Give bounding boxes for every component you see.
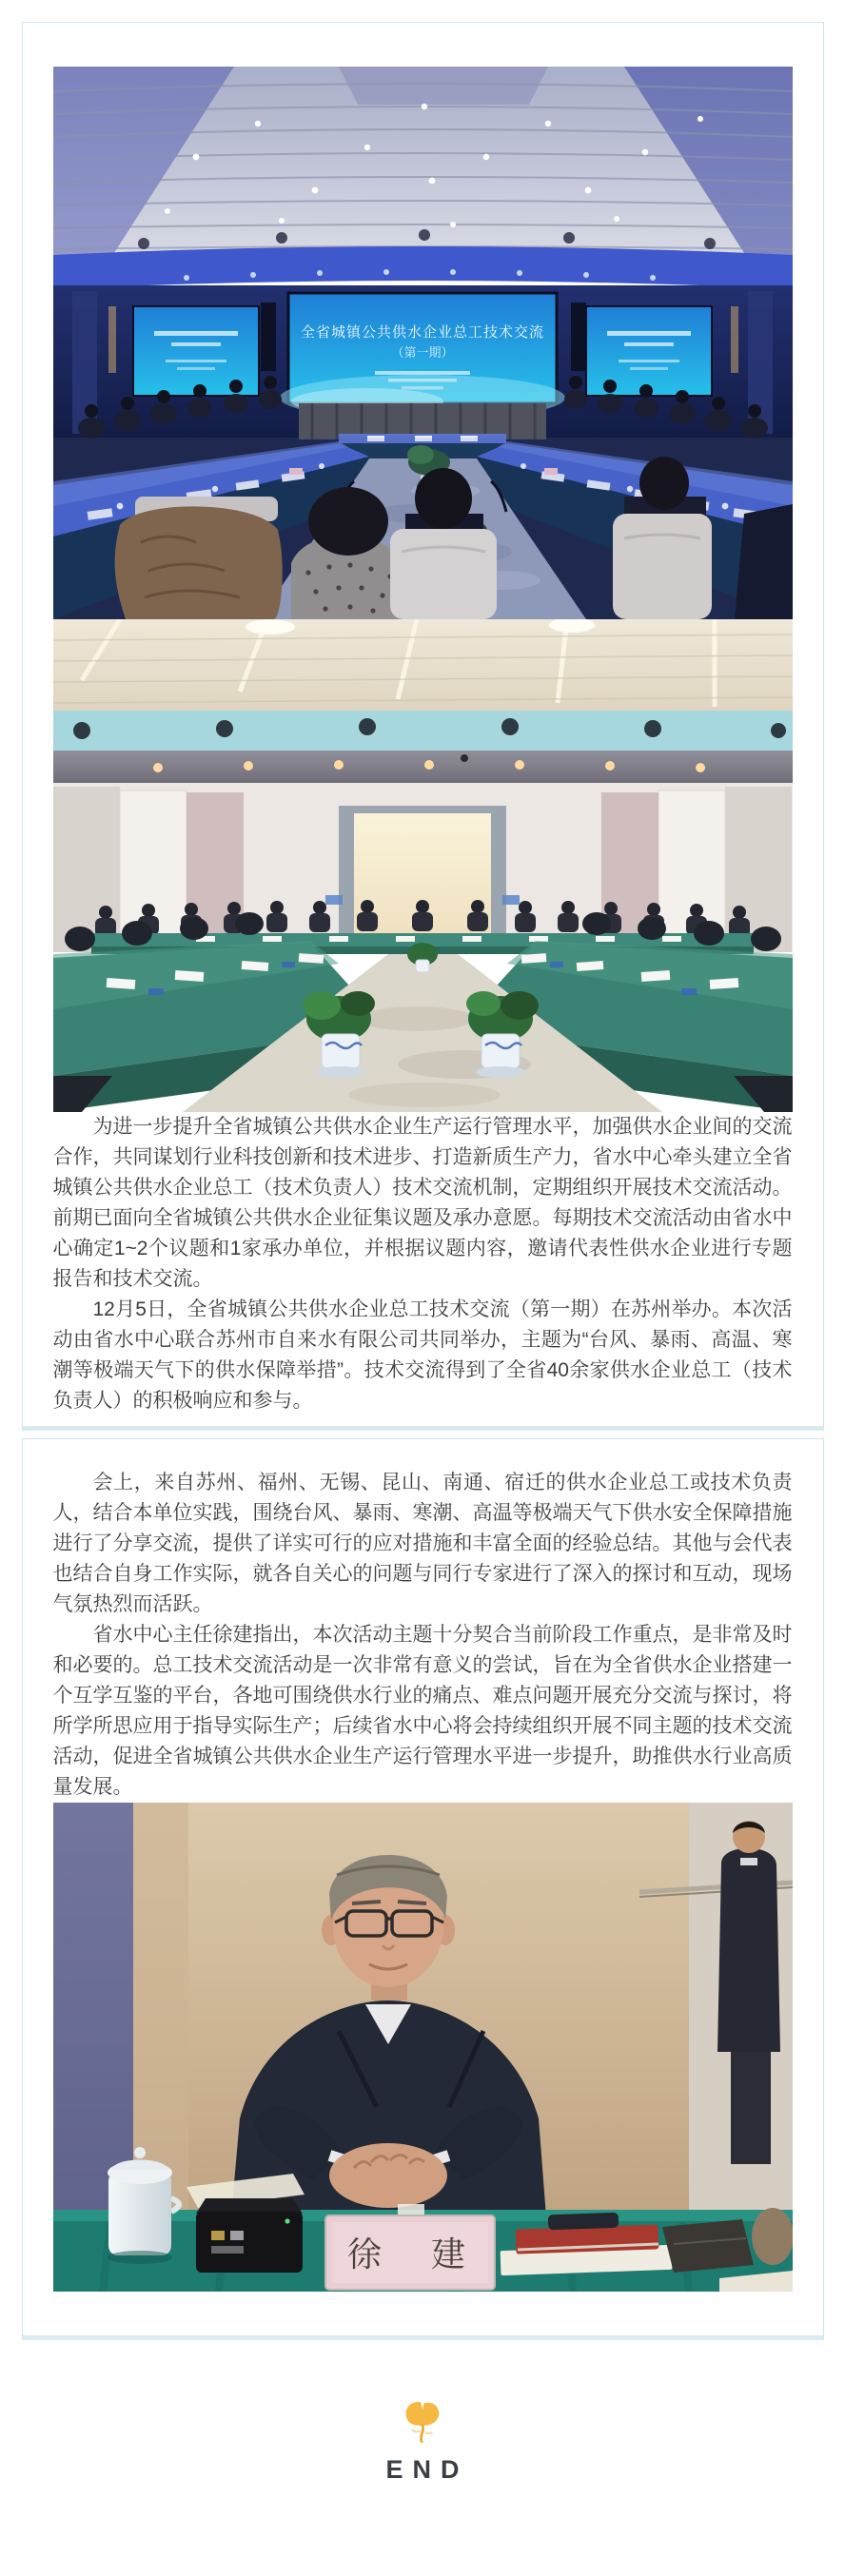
mic-console [196, 2198, 303, 2273]
article-paragraph-4: 省水中心主任徐建指出，本次活动主题十分契合当前阶段工作重点，是非常及时和必要的。总工技术交流活动是一次非常有意义的尝试，旨在为全省供水企业搭建一个互学互鉴的平台，各地可围绕供水行业的痛点、难点问题开展充分交流与探讨，将所学所思应用于指导实际生产；后续省水中心将会持续组织开展不同主题的技术交流活动，促进全省城镇公共供水企业生产运行管理水平进一步提升，助推供水行业高质量发展。 [52, 1624, 793, 1798]
ginkgo-leaf-icon [403, 2399, 442, 2447]
photo-meeting-room [53, 619, 793, 1112]
nameplate-text: 徐 建 [346, 2235, 473, 2274]
photo-conference-hall-figure[interactable] [53, 67, 793, 619]
main-screen [280, 293, 565, 420]
page-root [0, 22, 845, 2508]
article-paragraph-3: 会上，来自苏州、福州、无锡、昆山、南通、宿迁的供水企业总工或技术负责人，结合本单位实践，围绕台风、暴雨、寒潮、高温等极端天气下供水安全保障措施进行了分享交流，提供了详实可行的应对措施和丰富全面的经验总结。其他与会代表也结合自身工作实际，就各自关心的问题与同行专家进行了深入的探讨和互动，现场气氛热烈而活跃。 [52, 1472, 793, 1615]
photo-speaker-xu-jian [53, 1803, 793, 2292]
article-paragraph-2: 12月5日，全省城镇公共供水企业总工技术交流（第一期）在苏州举办。本次活动由省水中心联合苏州市自来水有限公司共同举办，主题为“台风、暴雨、高温、寒潮等极端天气下的供水保障举措”。技术交流得到了全省40余家供水企业总工（技术负责人）的积极响应和参与。 [52, 1298, 793, 1412]
photo-conference-hall [53, 67, 793, 619]
screen-title-line1: 全省城镇公共供水企业总工技术交流 [300, 324, 544, 341]
photo-speaker-figure[interactable] [53, 1803, 793, 2292]
nameplate [325, 2204, 495, 2290]
article-paragraph-1: 为进一步提升全省城镇公共供水企业生产运行管理水平，加强供水企业间的交流合作，共同谋划行业科技创新和技术进步、打造新质生产力，省水中心牵头建立全省城镇公共供水企业总工（技术负责人）技术交流机制，定期组织开展技术交流活动。前期已面向全省城镇公共供水企业征集议题及承办意愿。每期技术交流活动由省水中心确定1~2个议题和1家承办单位，并根据议题内容，邀请代表性供水企业进行专题报告和技术交流。 [52, 1116, 793, 1290]
screen-title-line2: （第一期） [390, 345, 454, 360]
end-marker-section [0, 2340, 845, 2508]
photo-meeting-room-figure[interactable] [53, 619, 793, 1112]
article-card-2 [22, 1438, 824, 2340]
article-card-1 [22, 22, 824, 1431]
end-label: END [385, 2455, 469, 2484]
